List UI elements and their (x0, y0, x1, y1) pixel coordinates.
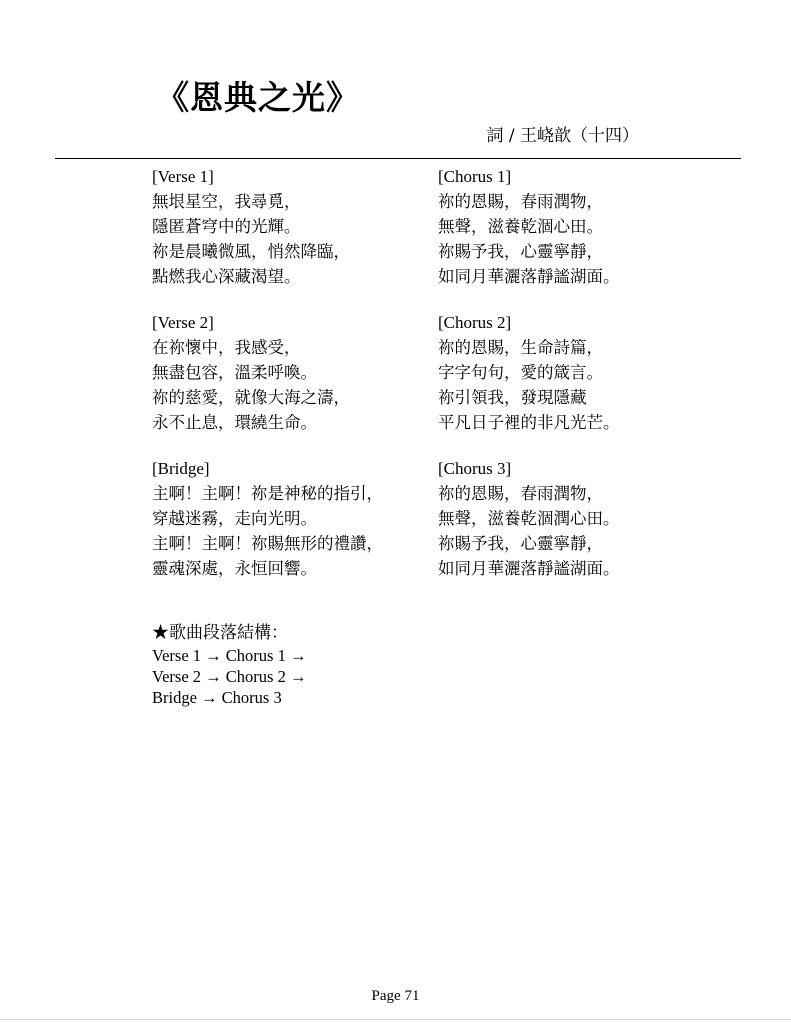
section-heading: [Bridge] (152, 459, 210, 478)
lyric-line: 祢引領我，發現隱藏 (438, 388, 587, 407)
lyric-line: 祢賜予我，心靈寧靜， (438, 534, 603, 553)
lyric-line: 靈魂深處，永恒回響。 (152, 559, 317, 578)
lyric-line: 穿越迷霧，走向光明。 (152, 509, 317, 528)
lyric-line: 無垠星空，我尋覓， (152, 192, 301, 211)
lyric-line: 點燃我心深藏渴望。 (152, 267, 301, 286)
structure-line: Bridge → Chorus 3 (152, 688, 282, 707)
lyric-line: 在祢懷中，我感受， (152, 338, 301, 357)
structure-heading: ★歌曲段落結構： (152, 623, 288, 643)
lyric-line: 如同月華灑落靜謐湖面。 (438, 559, 620, 578)
lyric-line: 隱匿蒼穹中的光輝。 (152, 217, 301, 236)
page-number: Page 71 (371, 988, 420, 1004)
section-heading: [Verse 1] (152, 167, 214, 186)
right-lyrics-column (438, 165, 728, 603)
verse-2-section (152, 311, 442, 435)
structure-line: Verse 2 → Chorus 2 → (152, 667, 307, 686)
lyric-line: 祢賜予我，心靈寧靜， (438, 242, 603, 261)
section-heading: [Chorus 3] (438, 459, 512, 478)
page-edge (0, 1019, 791, 1020)
section-heading: [Chorus 2] (438, 313, 512, 332)
lyric-line: 主啊！主啊！祢是神秘的指引， (152, 484, 383, 503)
lyric-line: 字字句句，愛的箴言。 (438, 363, 603, 382)
lyric-line: 主啊！主啊！祢賜無形的禮讚， (152, 534, 383, 553)
left-lyrics-column (152, 165, 442, 603)
lyric-line: 祢的恩賜，春雨潤物， (438, 484, 603, 503)
verse-1-section (152, 165, 442, 289)
lyric-line: 如同月華灑落靜謐湖面。 (438, 267, 620, 286)
lyric-line: 祢是晨曦微風，悄然降臨， (152, 242, 350, 261)
lyric-line: 無聲，滋養乾涸潤心田。 (438, 509, 620, 528)
lyric-line: 永不止息，環繞生命。 (152, 413, 317, 432)
lyricist-credit: 詞 / 王峣歆（十四） (486, 126, 639, 146)
lyric-line: 平凡日子裡的非凡光芒。 (438, 413, 620, 432)
lyric-line: 無盡包容，溫柔呼喚。 (152, 363, 317, 382)
section-heading: [Verse 2] (152, 313, 214, 332)
header-divider (55, 158, 741, 159)
structure-line: Verse 1 → Chorus 1 → (152, 646, 307, 665)
lyric-line: 祢的慈愛，就像大海之濤， (152, 388, 350, 407)
lyric-line: 無聲，滋養乾涸心田。 (438, 217, 603, 236)
chorus-2-section (438, 311, 728, 435)
lyric-line: 祢的恩賜，生命詩篇， (438, 338, 603, 357)
chorus-3-section (438, 457, 728, 581)
song-structure (152, 621, 306, 708)
bridge-section (152, 457, 442, 581)
lyric-line: 祢的恩賜，春雨潤物， (438, 192, 603, 211)
chorus-1-section (438, 165, 728, 289)
section-heading: [Chorus 1] (438, 167, 512, 186)
song-title: 《恩典之光》 (156, 78, 360, 117)
